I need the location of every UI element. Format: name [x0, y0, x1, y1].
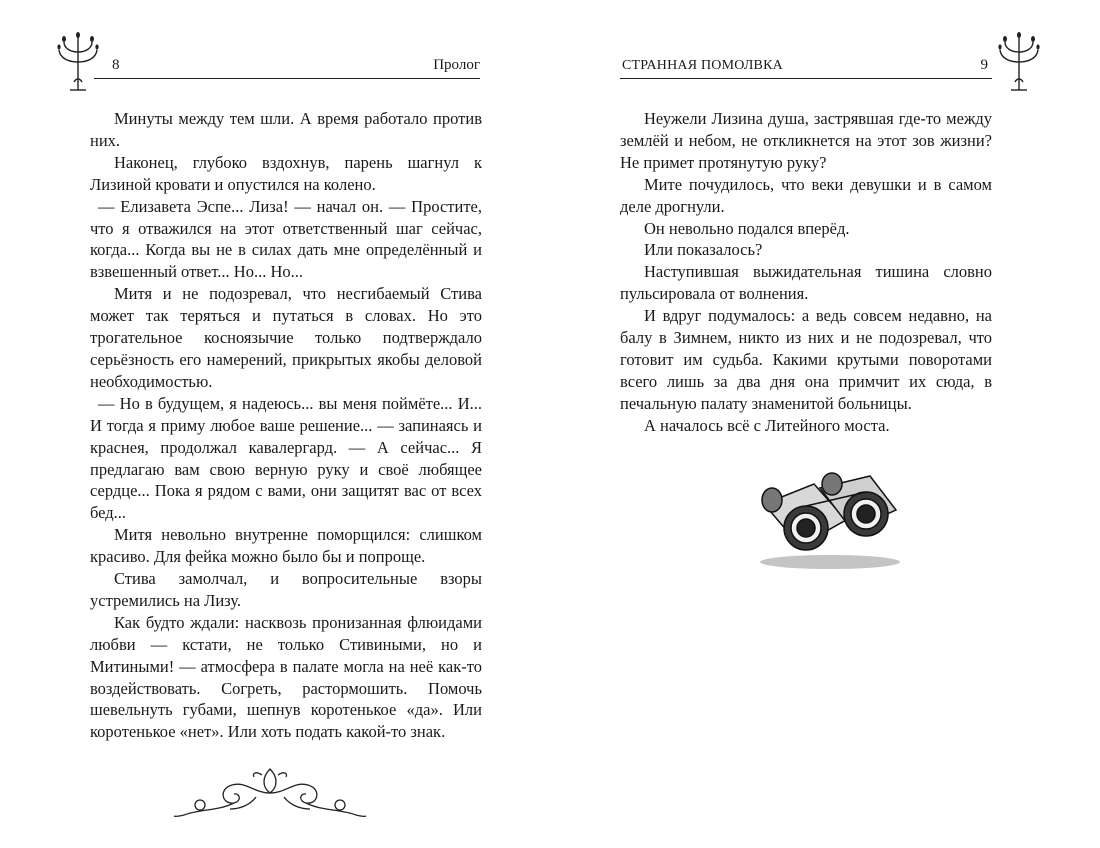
right-page	[550, 0, 1100, 848]
paragraph: Он невольно подался вперёд.	[644, 218, 850, 238]
binoculars-icon	[750, 470, 910, 570]
running-head: Пролог	[433, 57, 480, 73]
paragraph: Или показалось?	[644, 240, 763, 260]
paragraph: Мите почудилось, что веки девушки и в самом деле дрогнули.	[620, 174, 992, 216]
paragraph: Минуты между тем шли. А время работало против них.	[90, 109, 482, 150]
running-header	[620, 56, 992, 79]
paragraph: — Елизавета Эспе... Лиза! — начал он. — Простите, что я отважился на этот ответственный шаг сейчас, когда... Когда вы не в силах дать мне определённый и взвешенный ответ... Но... Но...	[90, 196, 482, 282]
paragraph: Стива замолчал, и вопросительные взоры устремились на Лизу.	[90, 569, 482, 610]
paragraph: Как будто ждали: насквозь пронизанная флюидами любви — кстати, не только Стивиными, но и Митиными! — атмосфера в палате могла на неё как-то воздействовать. Согреть, растормошить. Помочь шевельнуть губами, шепнув коротенькое «да». Или коротенькое «нет». Или хоть подать какой-то знак.	[90, 612, 482, 742]
page-number: 9	[980, 57, 988, 73]
running-header	[94, 56, 480, 79]
paragraph: — Но в будущем, я надеюсь... вы меня поймёте... И... И тогда я приму любое ваше решение... — запинаясь и краснея, продолжал кавалергард. — А сейчас... Я предлагаю вам свою верную руку и своё любящее сердце... Пока я рядом с вами, они защитят вас от всех бед...	[90, 393, 482, 523]
paragraph: Наступившая выжидательная тишина словно пульсировала от волнения.	[620, 262, 992, 304]
paragraph: Неужели Лизина душа, застрявшая где-то между землёй и небом, не откликнется на этот зов жизни? Не примет протянутую руку?	[620, 109, 992, 172]
body-text	[90, 108, 482, 743]
paragraph: Митя и не подозревал, что несгибаемый Стива может так теряться и путаться в словах. Но это трогательное косноязычие только подтверждало серьёзность его намерений, прикрытых якобы деловой необходимостью.	[90, 284, 482, 391]
running-head: СТРАННАЯ ПОМОЛВКА	[622, 58, 783, 73]
paragraph: А началось всё с Литейного моста.	[644, 415, 890, 435]
scroll-ornament-icon	[170, 763, 370, 821]
body-text	[620, 108, 992, 437]
candelabra-icon	[997, 32, 1041, 94]
page-number: 8	[112, 57, 120, 73]
paragraph: Наконец, глубоко вздохнув, парень шагнул к Лизиной кровати и опустился на колено.	[90, 152, 482, 194]
paragraph: Митя невольно внутренне поморщился: слишком красиво. Для фейка можно было бы и попроще.	[90, 525, 482, 567]
paragraph: И вдруг подумалось: а ведь совсем недавно, на балу в Зимнем, никто из них и не подозревал, что готовит им судьба. Какими крутыми поворотами всего лишь за два дня она примчит их сюда, в печальную палату знаменитой больницы.	[620, 306, 992, 413]
